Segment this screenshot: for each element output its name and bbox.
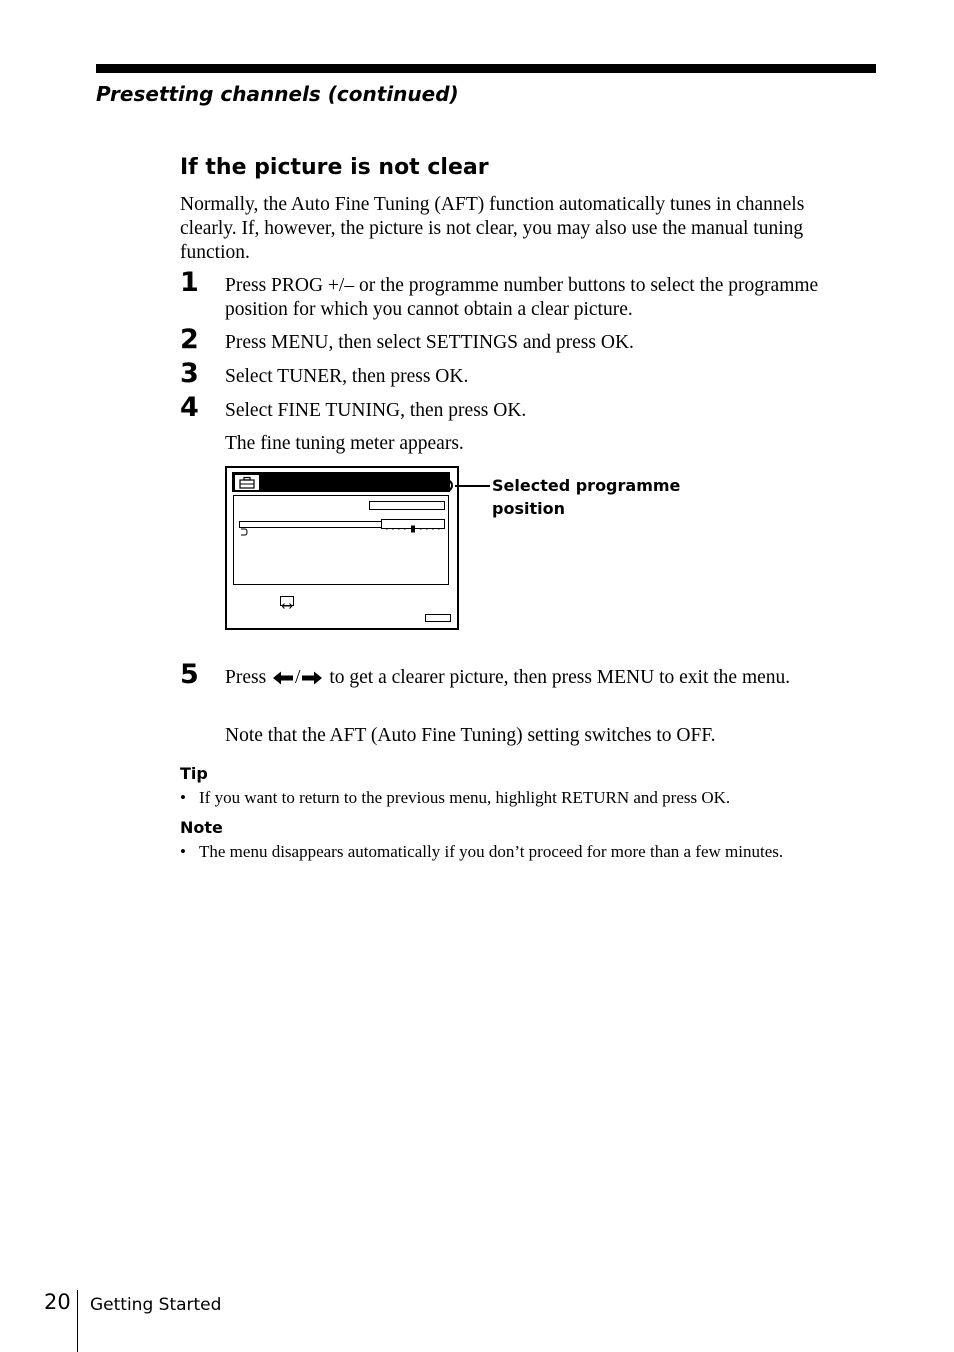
step-5-note: Note that the AFT (Auto Fine Tuning) setting switches to OFF. — [225, 725, 716, 746]
intro-paragraph: Normally, the Auto Fine Tuning (AFT) function automatically tunes in channels clearly. If, however, the picture is not clear, you may also use the manual tuning function. — [180, 194, 805, 263]
step-5-text-after: to get a clearer picture, then press MENU to exit the menu. — [329, 667, 791, 688]
step-number: 3 — [180, 358, 199, 389]
step-4-note: The fine tuning meter appears. — [225, 433, 464, 454]
step-number: 5 — [180, 659, 199, 690]
toolbox-icon — [235, 475, 259, 490]
callout-marker — [440, 479, 453, 492]
right-arrow-icon — [300, 669, 324, 693]
callout-leader-line — [455, 485, 490, 487]
step-text: Select FINE TUNING, then press OK. — [225, 400, 527, 421]
bullet-dot: • — [180, 788, 186, 807]
tip-item — [180, 788, 840, 808]
step-text: Press PROG +/– or the programme number buttons to select the programme position for which you cannot obtain a clear picture. — [225, 275, 819, 320]
step-text — [225, 666, 855, 693]
footer-rule — [77, 1290, 78, 1352]
callout-label: Selected programme position — [492, 476, 681, 518]
programme-field — [369, 501, 445, 510]
arrow-separator: / — [295, 667, 301, 688]
note-text: The menu disappears automatically if you don’t proceed for more than a few minutes. — [199, 842, 784, 861]
fine-tuning-screen — [225, 466, 459, 630]
note-title: Note — [180, 818, 223, 837]
bullet-dot: • — [180, 842, 186, 861]
meter-track — [239, 521, 381, 528]
menu-title-bar — [232, 472, 450, 492]
step-number: 2 — [180, 324, 199, 355]
step-text: Press MENU, then select SETTINGS and press OK. — [225, 332, 634, 353]
tip-title: Tip — [180, 764, 208, 783]
page-heading: If the picture is not clear — [180, 155, 489, 180]
section-title: Presetting channels (continued) — [96, 82, 459, 106]
page-number: 20 — [44, 1290, 71, 1314]
left-arrow-icon — [271, 669, 295, 693]
return-icon — [240, 528, 248, 540]
step-number: 4 — [180, 392, 199, 423]
tip-text: If you want to return to the previous menu, highlight RETURN and press OK. — [199, 788, 731, 807]
note-item — [180, 842, 840, 862]
step-number: 1 — [180, 267, 199, 298]
header-rule — [96, 64, 876, 73]
ok-indicator — [425, 614, 451, 622]
footer-section-label: Getting Started — [90, 1295, 222, 1315]
step-text: Select TUNER, then press OK. — [225, 366, 469, 387]
fine-tuning-meter — [381, 519, 445, 529]
left-right-icon — [280, 596, 294, 606]
step-5-text-before: Press — [225, 667, 267, 688]
